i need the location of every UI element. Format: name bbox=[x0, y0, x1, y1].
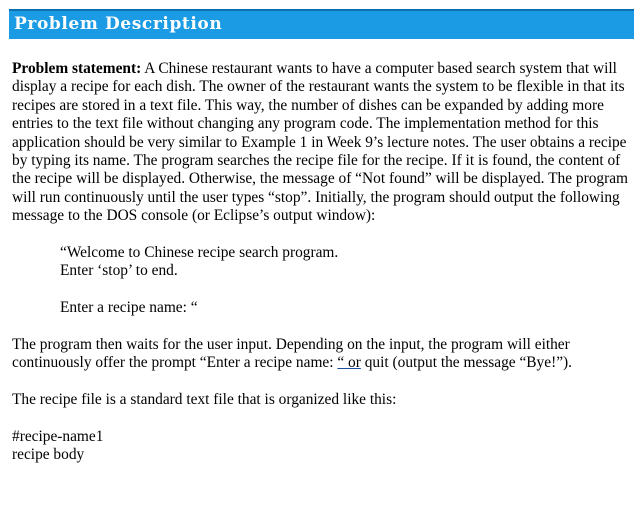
welcome-line: “Welcome to Chinese recipe search program. bbox=[60, 244, 339, 262]
problem-statement-paragraph bbox=[12, 60, 632, 226]
problem-statement-label: Problem statement: bbox=[12, 60, 142, 77]
section-title: Problem Description bbox=[14, 14, 223, 34]
prompt-block bbox=[12, 299, 632, 317]
wait-text-before: The program then waits for the user input. Depending on the input, the program will either continuously offer the prompt “Enter a recipe name: bbox=[12, 336, 570, 372]
recipe-body-line: recipe body bbox=[12, 446, 85, 464]
underlined-quote-or: “ or bbox=[337, 354, 361, 372]
recipe-example-block bbox=[12, 428, 632, 465]
format-paragraph: The recipe file is a standard text file that is organized like this: bbox=[12, 391, 397, 409]
problem-statement-text: A Chinese restaurant wants to have a computer based search system that will display a recipe for each dish. The owner of the restaurant wants the system to be flexible in that its recipes are stored in a text file. This way, the number of dishes can be expanded by adding more entries to the text file without changing any program code. The implementation method for this application should be very similar to Example 1 in Week 9’s lecture notes. The user obtains a recipe by typing its name. The program searches the recipe file for the recipe. If it is found, the content of the recipe will be displayed. Otherwise, the message of “Not found” will be displayed. The program will run continuously until the user types “stop”. Initially, the program should output the following message to the DOS console (or Eclipse’s output window): bbox=[12, 60, 629, 225]
recipe-prompt-line: Enter a recipe name: “ bbox=[60, 299, 198, 317]
wait-paragraph bbox=[12, 336, 632, 373]
welcome-message-block bbox=[12, 244, 632, 281]
section-header-bar bbox=[9, 9, 634, 39]
wait-text-after: quit (output the message “Bye!”). bbox=[360, 354, 573, 372]
stop-instruction-line: Enter ‘stop’ to end. bbox=[60, 262, 178, 280]
document-body bbox=[12, 60, 632, 465]
recipe-name-line: #recipe-name1 bbox=[12, 428, 104, 446]
